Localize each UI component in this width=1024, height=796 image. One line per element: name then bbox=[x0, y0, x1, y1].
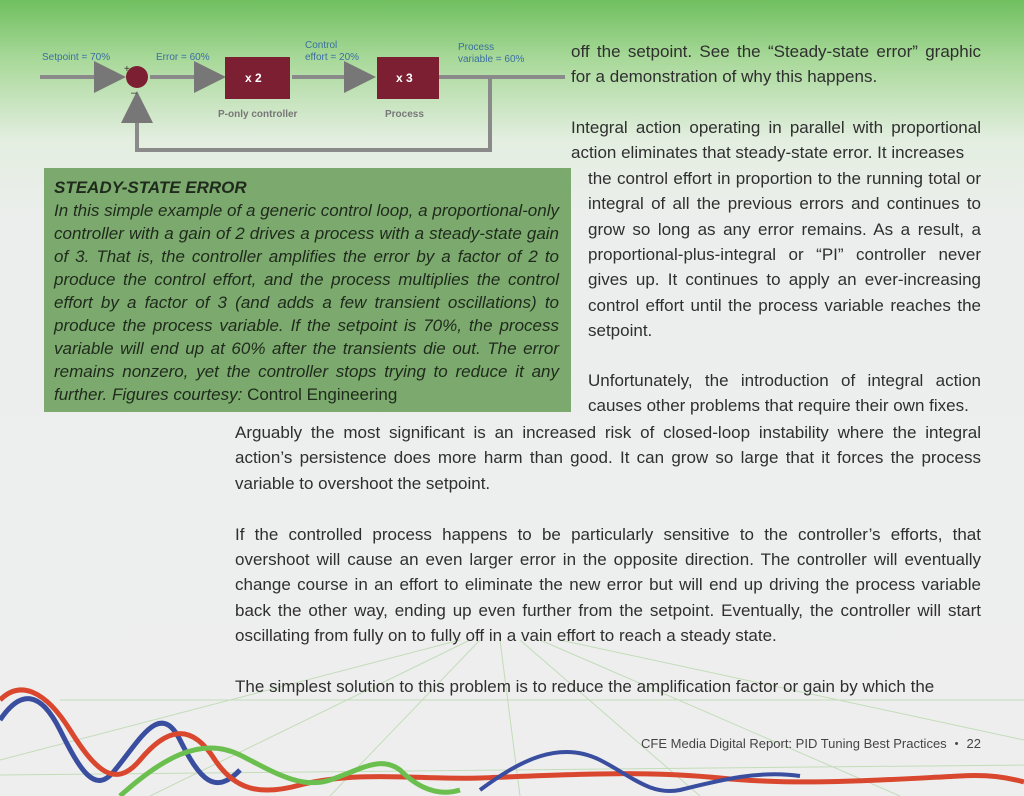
process-label: Process bbox=[385, 109, 424, 120]
process-box-label: x 3 bbox=[396, 71, 413, 85]
body-paragraph-3-start bbox=[588, 368, 981, 419]
page-footer bbox=[641, 736, 981, 751]
body-paragraph-1 bbox=[571, 39, 981, 90]
figure-caption bbox=[44, 168, 571, 412]
body-paragraph-2 bbox=[571, 115, 981, 344]
caption-body: In this simple example of a generic control loop, a proportional-only controller with a gain of 2 drives a process with a steady-state gain of 3. That is, the controller amplifies the error by a factor of 2 to produce the control effort, and the process multiplies the control effort by a factor of 3 (and adds a few transient oscillations) to produce the process variable. If the setpoint is 70%, the process variable will end up at 60% after the transients die out. The error remains nonzero, yet the controller stops trying to reduce it any further. Figures courtesy: bbox=[54, 201, 559, 404]
paragraph-4: If the controlled process happens to be particularly sensitive to the controller’s efforts, that overshoot will cause an even larger error in the opposite direction. The controller will eventually change course in an effort to eliminate the new error but will end up driving the process variable back the other way, ending up even further from the setpoint. Eventually, the controller will start oscillating from fully on to fully off in a vain effort to reach a steady state. bbox=[235, 524, 981, 646]
controller-label: P-only controller bbox=[218, 109, 298, 120]
caption-title: STEADY-STATE ERROR bbox=[54, 178, 247, 197]
paragraph-text: off the setpoint. See the “Steady-state error” graphic for a demonstration of why this happens. bbox=[571, 42, 981, 87]
body-main-column bbox=[235, 420, 981, 699]
footer-bullet: • bbox=[954, 737, 959, 750]
minus-sign: – bbox=[131, 87, 138, 99]
control-effort-label-2: effort = 20% bbox=[305, 52, 360, 63]
control-loop-svg bbox=[30, 30, 570, 165]
paragraph-3-start-text: Unfortunately, the introduction of integral action causes other problems that require their own fixes. bbox=[588, 371, 981, 416]
process-variable-label-1: Process bbox=[458, 42, 495, 53]
caption-source: Control Engineering bbox=[247, 385, 398, 404]
page-number: 22 bbox=[966, 736, 981, 751]
error-label: Error = 60% bbox=[156, 52, 210, 63]
gain-box-label: x 2 bbox=[245, 71, 262, 85]
paragraph-5: The simplest solution to this problem is to reduce the amplification factor or gain by which the bbox=[235, 677, 935, 697]
control-effort-label-1: Control bbox=[305, 40, 338, 51]
paragraph-2-first-line: Integral action operating in parallel with proportional action eliminates that steady-state error. It increases bbox=[571, 118, 981, 163]
control-loop-diagram bbox=[30, 30, 570, 165]
paragraph-3-cont: Arguably the most significant is an increased risk of closed-loop instability where the integral action’s persistence does more harm than good. It can grow so large that it forces the process variable to overshoot the setpoint. bbox=[235, 423, 981, 493]
paragraph-2-rest: the control effort in proportion to the running total or integral of all the previous errors and continues to grow so long as any error remains. As a result, a proportional-plus-integral or “PI” controller never gives up. It continues to apply an ever-increasing control effort until the process variable reaches the setpoint. bbox=[588, 168, 981, 341]
setpoint-label: Setpoint = 70% bbox=[42, 52, 111, 63]
report-title: CFE Media Digital Report: PID Tuning Best Practices bbox=[641, 736, 947, 751]
plus-sign: + bbox=[124, 64, 130, 75]
process-variable-label-2: variable = 60% bbox=[458, 54, 525, 65]
caption-body-wrap bbox=[54, 199, 559, 406]
